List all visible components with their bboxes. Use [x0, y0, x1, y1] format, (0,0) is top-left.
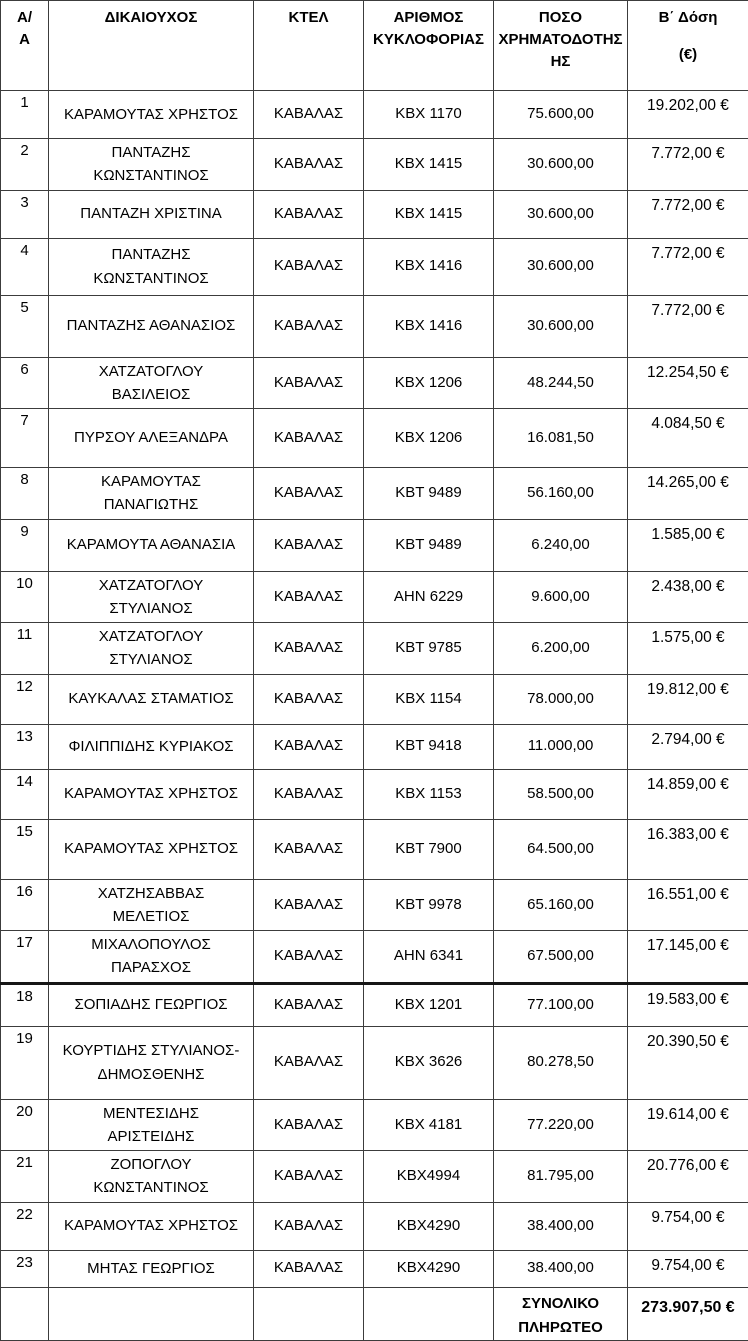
table-row: [1, 931, 748, 984]
beneficiary-cell: ΚΑΡΑΜΟΥΤΑΣ ΧΡΗΣΤΟΣ: [49, 1202, 254, 1250]
reg-number-cell: ΚΒΧ4994: [364, 1151, 494, 1203]
beneficiary-cell: ΧΑΤΖΑΤΟΓΛΟΥ ΣΤΥΛΙΑΝΟΣ: [49, 571, 254, 623]
row-number-cell: 20: [1, 1099, 49, 1151]
amount-cell: 11.000,00: [494, 724, 628, 769]
table-row: [1, 879, 748, 931]
total-row: [1, 1287, 748, 1340]
dose-cell: 14.265,00 €: [628, 468, 748, 520]
ktel-cell: ΚΑΒΑΛΑΣ: [254, 623, 364, 675]
amount-cell: 6.200,00: [494, 623, 628, 675]
ktel-cell: ΚΑΒΑΛΑΣ: [254, 190, 364, 238]
row-number-cell: 5: [1, 295, 49, 357]
total-value-cell: 273.907,50 €: [628, 1287, 748, 1340]
beneficiary-cell: ΠΑΝΤΑΖΗΣ ΑΘΑΝΑΣΙΟΣ: [49, 295, 254, 357]
beneficiary-cell: ΠΑΝΤΑΖΗΣ ΚΩΝΣΤΑΝΤΙΝΟΣ: [49, 238, 254, 295]
reg-number-cell: ΚΒΧ 1154: [364, 674, 494, 724]
table-row: [1, 409, 748, 468]
beneficiary-cell: ΦΙΛΙΠΠΙΔΗΣ ΚΥΡΙΑΚΟΣ: [49, 724, 254, 769]
row-number-cell: 18: [1, 983, 49, 1026]
ktel-cell: ΚΑΒΑΛΑΣ: [254, 139, 364, 191]
header-dose: [628, 1, 748, 91]
table-row: [1, 139, 748, 191]
dose-cell: 12.254,50 €: [628, 357, 748, 409]
reg-number-cell: ΚΒΧ 1153: [364, 769, 494, 819]
row-number-cell: 2: [1, 139, 49, 191]
ktel-cell: ΚΑΒΑΛΑΣ: [254, 879, 364, 931]
beneficiary-cell: ΧΑΤΖΑΤΟΓΛΟΥ ΣΤΥΛΙΑΝΟΣ: [49, 623, 254, 675]
reg-number-cell: ΚΒΧ 1415: [364, 139, 494, 191]
ktel-cell: ΚΑΒΑΛΑΣ: [254, 724, 364, 769]
ktel-cell: ΚΑΒΑΛΑΣ: [254, 1250, 364, 1287]
reg-number-cell: ΚΒΤ 9785: [364, 623, 494, 675]
ktel-cell: [254, 1287, 364, 1340]
amount-cell: 64.500,00: [494, 819, 628, 879]
table-row: [1, 1026, 748, 1099]
row-number-cell: 10: [1, 571, 49, 623]
ktel-cell: ΚΑΒΑΛΑΣ: [254, 1026, 364, 1099]
beneficiary-cell: ΚΑΡΑΜΟΥΤΑΣ ΧΡΗΣΤΟΣ: [49, 91, 254, 139]
dose-cell: 16.383,00 €: [628, 819, 748, 879]
total-label-cell: ΣΥΝΟΛΙΚΟ ΠΛΗΡΩΤΕΟ: [494, 1287, 628, 1340]
beneficiary-cell: ΧΑΤΖΑΤΟΓΛΟΥ ΒΑΣΙΛΕΙΟΣ: [49, 357, 254, 409]
table-row: [1, 819, 748, 879]
reg-number-cell: ΚΒΤ 7900: [364, 819, 494, 879]
reg-number-cell: ΚΒΧ 1416: [364, 238, 494, 295]
dose-cell: 2.438,00 €: [628, 571, 748, 623]
beneficiary-cell: ΚΑΡΑΜΟΥΤΑ ΑΘΑΝΑΣΙΑ: [49, 519, 254, 571]
dose-cell: 20.390,50 €: [628, 1026, 748, 1099]
beneficiary-cell: ΠΑΝΤΑΖΗΣ ΚΩΝΣΤΑΝΤΙΝΟΣ: [49, 139, 254, 191]
header-aa-line2: Α: [5, 29, 44, 51]
amount-cell: 81.795,00: [494, 1151, 628, 1203]
dose-cell: 9.754,00 €: [628, 1202, 748, 1250]
table-row: [1, 190, 748, 238]
row-number-cell: 17: [1, 931, 49, 984]
amount-cell: 38.400,00: [494, 1250, 628, 1287]
table-row: [1, 1250, 748, 1287]
ktel-cell: ΚΑΒΑΛΑΣ: [254, 931, 364, 984]
dose-cell: 17.145,00 €: [628, 931, 748, 984]
table-row: [1, 357, 748, 409]
table-row: [1, 468, 748, 520]
ktel-cell: ΚΑΒΑΛΑΣ: [254, 295, 364, 357]
amount-cell: 30.600,00: [494, 238, 628, 295]
row-number-cell: 1: [1, 91, 49, 139]
amount-cell: 56.160,00: [494, 468, 628, 520]
table-row: [1, 519, 748, 571]
reg-number-cell: ΚΒΧ 4181: [364, 1099, 494, 1151]
amount-cell: 80.278,50: [494, 1026, 628, 1099]
dose-cell: 14.859,00 €: [628, 769, 748, 819]
reg-number-cell: ΚΒΧ4290: [364, 1202, 494, 1250]
header-aa-line1: Α/: [5, 7, 44, 29]
table-row: [1, 983, 748, 1026]
dose-cell: 4.084,50 €: [628, 409, 748, 468]
amount-cell: 65.160,00: [494, 879, 628, 931]
header-beneficiary: ΔΙΚΑΙΟΥΧΟΣ: [49, 1, 254, 91]
table-row: [1, 1202, 748, 1250]
ktel-cell: ΚΑΒΑΛΑΣ: [254, 571, 364, 623]
row-number-cell: 9: [1, 519, 49, 571]
row-number-cell: 16: [1, 879, 49, 931]
reg-number-cell: ΚΒΤ 9978: [364, 879, 494, 931]
table-row: [1, 623, 748, 675]
beneficiary-cell: ΚΟΥΡΤΙΔΗΣ ΣΤΥΛΙΑΝΟΣ-ΔΗΜΟΣΘΕΝΗΣ: [49, 1026, 254, 1099]
beneficiary-cell: ΧΑΤΖΗΣΑΒΒΑΣ ΜΕΛΕΤΙΟΣ: [49, 879, 254, 931]
dose-cell: 9.754,00 €: [628, 1250, 748, 1287]
dose-cell: 19.614,00 €: [628, 1099, 748, 1151]
header-dose-line1: Β΄ Δόση: [632, 7, 744, 29]
ktel-cell: ΚΑΒΑΛΑΣ: [254, 409, 364, 468]
table-row: [1, 1151, 748, 1203]
row-number-cell: 6: [1, 357, 49, 409]
ktel-cell: ΚΑΒΑΛΑΣ: [254, 769, 364, 819]
amount-cell: 78.000,00: [494, 674, 628, 724]
reg-number-cell: ΚΒΧ 1415: [364, 190, 494, 238]
beneficiary-cell: ΚΑΡΑΜΟΥΤΑΣ ΧΡΗΣΤΟΣ: [49, 819, 254, 879]
beneficiary-cell: ΜΙΧΑΛΟΠΟΥΛΟΣ ΠΑΡΑΣΧΟΣ: [49, 931, 254, 984]
amount-cell: 38.400,00: [494, 1202, 628, 1250]
table-row: [1, 674, 748, 724]
reg-number-cell: ΚΒΧ 1170: [364, 91, 494, 139]
amount-cell: 16.081,50: [494, 409, 628, 468]
amount-cell: 30.600,00: [494, 295, 628, 357]
row-number-cell: 4: [1, 238, 49, 295]
row-number-cell: 7: [1, 409, 49, 468]
dose-cell: 19.583,00 €: [628, 983, 748, 1026]
row-number-cell: 23: [1, 1250, 49, 1287]
reg-number-cell: ΑΗΝ 6229: [364, 571, 494, 623]
ktel-cell: ΚΑΒΑΛΑΣ: [254, 519, 364, 571]
dose-cell: 7.772,00 €: [628, 295, 748, 357]
row-number-cell: 8: [1, 468, 49, 520]
row-number-cell: 3: [1, 190, 49, 238]
table-row: [1, 724, 748, 769]
table-row: [1, 571, 748, 623]
ktel-cell: ΚΑΒΑΛΑΣ: [254, 91, 364, 139]
dose-cell: 1.575,00 €: [628, 623, 748, 675]
reg-number-cell: ΚΒΤ 9489: [364, 468, 494, 520]
dose-cell: 16.551,00 €: [628, 879, 748, 931]
table-row: [1, 91, 748, 139]
reg-number-cell: ΚΒΧ 1416: [364, 295, 494, 357]
beneficiary-cell: ΚΑΡΑΜΟΥΤΑΣ ΠΑΝΑΓΙΩΤΗΣ: [49, 468, 254, 520]
reg-number-cell: ΚΒΧ4290: [364, 1250, 494, 1287]
beneficiary-cell: ΜΕΝΤΕΣΙΔΗΣ ΑΡΙΣΤΕΙΔΗΣ: [49, 1099, 254, 1151]
header-reg-number: ΑΡΙΘΜΟΣ ΚΥΚΛΟΦΟΡΙΑΣ: [364, 1, 494, 91]
row-number-cell: 13: [1, 724, 49, 769]
header-amount: ΠΟΣΟ ΧΡΗΜΑΤΟΔΟΤΗΣΗΣ: [494, 1, 628, 91]
dose-cell: 20.776,00 €: [628, 1151, 748, 1203]
beneficiary-cell: ΠΑΝΤΑΖΗ ΧΡΙΣΤΙΝΑ: [49, 190, 254, 238]
table-row: [1, 238, 748, 295]
header-aa: [1, 1, 49, 91]
reg-number-cell: ΑΗΝ 6341: [364, 931, 494, 984]
amount-cell: 48.244,50: [494, 357, 628, 409]
amount-cell: 9.600,00: [494, 571, 628, 623]
amount-cell: 77.100,00: [494, 983, 628, 1026]
amount-cell: 30.600,00: [494, 139, 628, 191]
dose-cell: 7.772,00 €: [628, 139, 748, 191]
row-number-cell: 21: [1, 1151, 49, 1203]
row-number-cell: [1, 1287, 49, 1340]
row-number-cell: 22: [1, 1202, 49, 1250]
dose-cell: 7.772,00 €: [628, 238, 748, 295]
ktel-cell: ΚΑΒΑΛΑΣ: [254, 1202, 364, 1250]
table-row: [1, 769, 748, 819]
ktel-cell: ΚΑΒΑΛΑΣ: [254, 357, 364, 409]
beneficiary-cell: ΠΥΡΣΟΥ ΑΛΕΞΑΝΔΡΑ: [49, 409, 254, 468]
row-number-cell: 19: [1, 1026, 49, 1099]
ktel-cell: ΚΑΒΑΛΑΣ: [254, 983, 364, 1026]
reg-number-cell: ΚΒΧ 1201: [364, 983, 494, 1026]
row-number-cell: 14: [1, 769, 49, 819]
beneficiary-cell: ΚΑΥΚΑΛΑΣ ΣΤΑΜΑΤΙΟΣ: [49, 674, 254, 724]
dose-cell: 19.202,00 €: [628, 91, 748, 139]
dose-cell: 2.794,00 €: [628, 724, 748, 769]
beneficiary-cell: ΜΗΤΑΣ ΓΕΩΡΓΙΟΣ: [49, 1250, 254, 1287]
dose-cell: 1.585,00 €: [628, 519, 748, 571]
reg-number-cell: ΚΒΧ 1206: [364, 357, 494, 409]
header-ktel: ΚΤΕΛ: [254, 1, 364, 91]
beneficiary-cell: ΣΟΠΙΑΔΗΣ ΓΕΩΡΓΙΟΣ: [49, 983, 254, 1026]
beneficiary-cell: [49, 1287, 254, 1340]
table-row: [1, 1099, 748, 1151]
reg-number-cell: ΚΒΤ 9418: [364, 724, 494, 769]
amount-cell: 30.600,00: [494, 190, 628, 238]
row-number-cell: 11: [1, 623, 49, 675]
dose-cell: 19.812,00 €: [628, 674, 748, 724]
amount-cell: 67.500,00: [494, 931, 628, 984]
reg-number-cell: ΚΒΧ 1206: [364, 409, 494, 468]
dose-cell: 7.772,00 €: [628, 190, 748, 238]
row-number-cell: 15: [1, 819, 49, 879]
ktel-cell: ΚΑΒΑΛΑΣ: [254, 468, 364, 520]
table-row: [1, 295, 748, 357]
beneficiary-cell: ΖΟΠΟΓΛΟΥ ΚΩΝΣΤΑΝΤΙΝΟΣ: [49, 1151, 254, 1203]
header-dose-currency: (€): [632, 44, 744, 66]
ktel-cell: ΚΑΒΑΛΑΣ: [254, 1151, 364, 1203]
beneficiary-cell: ΚΑΡΑΜΟΥΤΑΣ ΧΡΗΣΤΟΣ: [49, 769, 254, 819]
ktel-cell: ΚΑΒΑΛΑΣ: [254, 674, 364, 724]
reg-number-cell: [364, 1287, 494, 1340]
amount-cell: 77.220,00: [494, 1099, 628, 1151]
ktel-cell: ΚΑΒΑΛΑΣ: [254, 1099, 364, 1151]
amount-cell: 75.600,00: [494, 91, 628, 139]
table-header-row: [1, 1, 748, 91]
row-number-cell: 12: [1, 674, 49, 724]
ktel-cell: ΚΑΒΑΛΑΣ: [254, 819, 364, 879]
amount-cell: 58.500,00: [494, 769, 628, 819]
reg-number-cell: ΚΒΤ 9489: [364, 519, 494, 571]
ktel-cell: ΚΑΒΑΛΑΣ: [254, 238, 364, 295]
amount-cell: 6.240,00: [494, 519, 628, 571]
reg-number-cell: ΚΒΧ 3626: [364, 1026, 494, 1099]
